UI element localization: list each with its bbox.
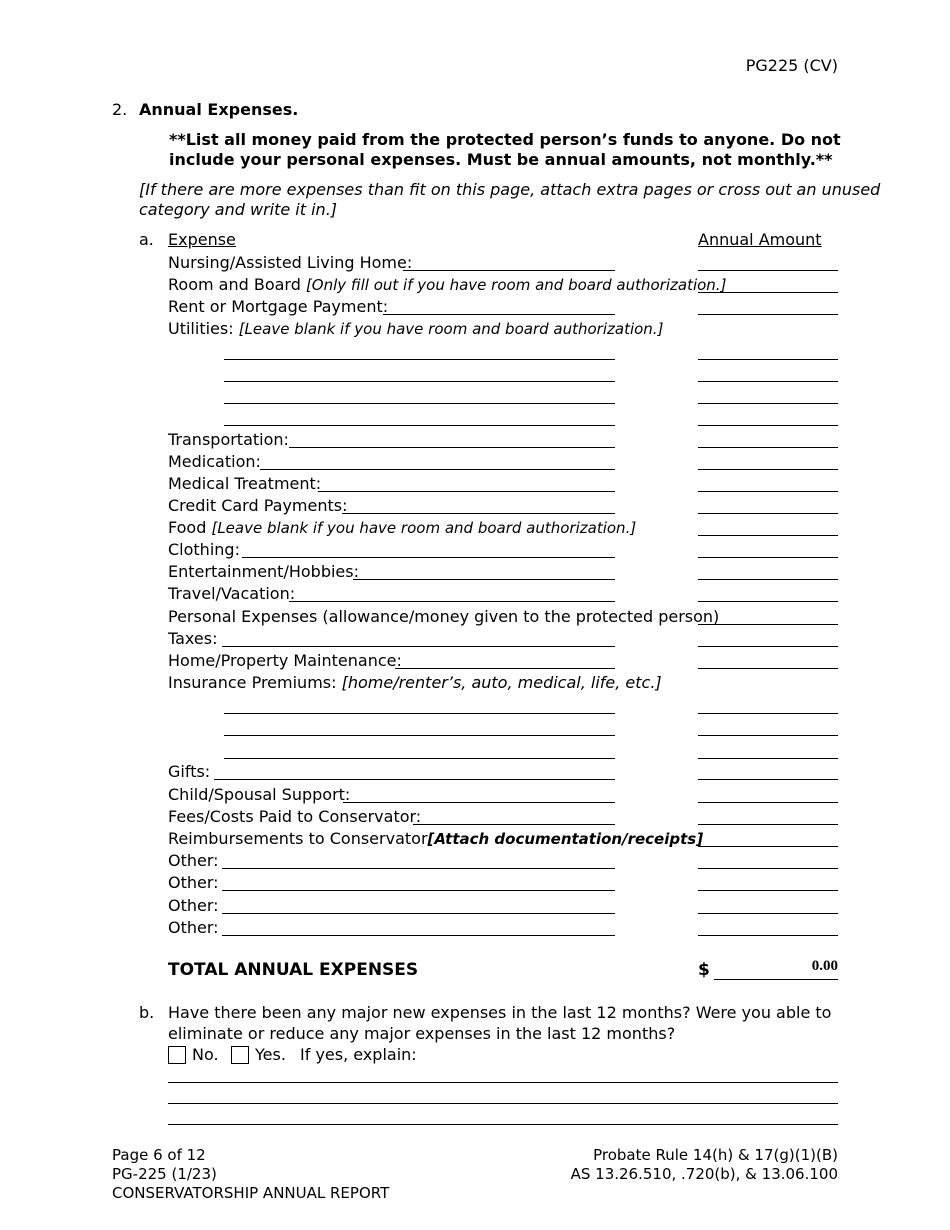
insurance-line-2[interactable]: [224, 735, 615, 736]
expense-utilities-note: [Leave blank if you have room and board authorization.]: [238, 320, 664, 338]
yes-label: Yes.: [255, 1045, 286, 1064]
col-expense-header: Expense: [168, 230, 236, 249]
expense-food: [168, 517, 636, 539]
expense-food-label: Food: [168, 518, 207, 537]
expense-credit-card-label: Credit Card Payments:: [168, 496, 348, 515]
credit-card-desc-line[interactable]: [342, 513, 615, 514]
expense-taxes-label: Taxes:: [168, 629, 218, 648]
other-1-amount-line[interactable]: [698, 868, 838, 869]
instruction-italic-1: [If there are more expenses than fit on this page, attach extra pages or cross out an unused: [139, 180, 881, 199]
expense-room-board: [168, 274, 726, 296]
insurance-line-3[interactable]: [224, 758, 615, 759]
nursing-desc-line[interactable]: [403, 270, 615, 271]
footer-form: PG-225 (1/23): [112, 1165, 217, 1183]
expense-home-maintenance-label: Home/Property Maintenance:: [168, 651, 402, 670]
other-2-amount-line[interactable]: [698, 890, 838, 891]
clothing-amount-line[interactable]: [698, 557, 838, 558]
transportation-desc-line[interactable]: [289, 447, 615, 448]
yes-checkbox[interactable]: [231, 1046, 249, 1064]
expense-entertainment: [168, 561, 359, 583]
expense-travel-label: Travel/Vacation:: [168, 584, 296, 603]
col-amount-header: Annual Amount: [698, 230, 822, 249]
food-amount-line[interactable]: [698, 535, 838, 536]
other-1-desc-line[interactable]: [222, 868, 615, 869]
expense-other-4-label: Other:: [168, 918, 219, 937]
home-maintenance-amount-line[interactable]: [698, 668, 838, 669]
expense-clothing: [168, 539, 240, 561]
taxes-amount-line[interactable]: [698, 646, 838, 647]
expense-fees-label: Fees/Costs Paid to Conservator:: [168, 807, 422, 826]
explain-line-1[interactable]: [168, 1082, 838, 1083]
total-value[interactable]: 0.00: [811, 958, 838, 974]
section-number: 2.: [112, 100, 128, 119]
gifts-amount-line[interactable]: [698, 779, 838, 780]
expense-transportation-label: Transportation:: [168, 430, 289, 449]
taxes-desc-line[interactable]: [222, 646, 615, 647]
expense-clothing-label: Clothing:: [168, 540, 240, 559]
expense-other-4: [168, 917, 219, 939]
expense-other-2: [168, 872, 219, 894]
expense-room-board-label: Room and Board: [168, 275, 301, 294]
fees-desc-line[interactable]: [413, 824, 615, 825]
form-code: PG225 (CV): [745, 56, 838, 75]
part-b-letter: b.: [139, 1003, 155, 1022]
credit-card-amount-line[interactable]: [698, 513, 838, 514]
utility-line-1[interactable]: [224, 359, 615, 360]
medical-treatment-desc-line[interactable]: [318, 491, 615, 492]
expense-utilities-label: Utilities:: [168, 319, 234, 338]
transportation-amount-line[interactable]: [698, 447, 838, 448]
expense-other-2-label: Other:: [168, 873, 219, 892]
total-label: TOTAL ANNUAL EXPENSES: [168, 960, 419, 980]
entertainment-amount-line[interactable]: [698, 579, 838, 580]
footer-page: Page 6 of 12: [112, 1146, 206, 1164]
part-b-question-2: eliminate or reduce any major expenses in the last 12 months?: [168, 1024, 676, 1043]
no-checkbox[interactable]: [168, 1046, 186, 1064]
clothing-desc-line[interactable]: [242, 557, 615, 558]
utility-amount-2[interactable]: [698, 381, 838, 382]
expense-insurance: [168, 672, 662, 694]
expense-child-support: [168, 784, 350, 806]
travel-desc-line[interactable]: [289, 601, 615, 602]
reimbursements-amount-line[interactable]: [698, 846, 838, 847]
expense-reimbursements: [168, 828, 703, 850]
insurance-line-1[interactable]: [224, 713, 615, 714]
other-3-desc-line[interactable]: [222, 913, 615, 914]
expense-medication-label: Medication:: [168, 452, 261, 471]
expense-medication: [168, 451, 261, 473]
expense-gifts-label: Gifts:: [168, 762, 211, 781]
expense-credit-card: [168, 495, 348, 517]
section-title: Annual Expenses.: [139, 100, 299, 119]
other-2-desc-line[interactable]: [222, 890, 615, 891]
child-support-desc-line[interactable]: [343, 802, 615, 803]
expense-child-support-label: Child/Spousal Support:: [168, 785, 351, 804]
entertainment-desc-line[interactable]: [353, 579, 615, 580]
utility-amount-1[interactable]: [698, 359, 838, 360]
expense-entertainment-label: Entertainment/Hobbies:: [168, 562, 359, 581]
footer-rule-2: AS 13.26.510, .720(b), & 13.06.100: [570, 1165, 838, 1183]
utility-amount-4[interactable]: [698, 425, 838, 426]
other-4-desc-line[interactable]: [222, 935, 615, 936]
medical-treatment-amount-line[interactable]: [698, 491, 838, 492]
other-4-amount-line[interactable]: [698, 935, 838, 936]
child-support-amount-line[interactable]: [698, 802, 838, 803]
expense-fees: [168, 806, 421, 828]
expense-transportation: [168, 429, 289, 451]
utility-line-2[interactable]: [224, 381, 615, 382]
nursing-amount-line[interactable]: [698, 270, 838, 271]
no-label: No.: [192, 1045, 219, 1064]
instruction-bold-1: **List all money paid from the protected person’s funds to anyone. Do not: [169, 130, 841, 149]
expense-reimbursements-label: Reimbursements to Conservator: [168, 829, 428, 848]
expense-utilities: [168, 318, 663, 340]
expense-food-note: [Leave blank if you have room and board authorization.]: [211, 519, 637, 537]
expense-travel: [168, 583, 295, 605]
medication-amount-line[interactable]: [698, 469, 838, 470]
expense-nursing-label: Nursing/Assisted Living Home:: [168, 253, 413, 272]
insurance-amount-2[interactable]: [698, 735, 838, 736]
explain-line-2[interactable]: [168, 1103, 838, 1104]
utility-line-4[interactable]: [224, 425, 615, 426]
travel-amount-line[interactable]: [698, 601, 838, 602]
expense-insurance-note: [home/renter’s, auto, medical, life, etc.]: [341, 673, 662, 692]
fees-amount-line[interactable]: [698, 824, 838, 825]
rent-amount-line[interactable]: [698, 314, 838, 315]
expense-other-1-label: Other:: [168, 851, 219, 870]
insurance-amount-1[interactable]: [698, 713, 838, 714]
footer-rule-1: Probate Rule 14(h) & 17(g)(1)(B): [593, 1146, 838, 1164]
utility-line-3[interactable]: [224, 403, 615, 404]
expense-other-3: [168, 895, 219, 917]
expense-personal-label: Personal Expenses (allowance/money given to the protected person): [168, 607, 720, 626]
room-board-amount-line[interactable]: [698, 292, 838, 293]
part-a-letter: a.: [139, 230, 154, 249]
utility-amount-3[interactable]: [698, 403, 838, 404]
expense-gifts: [168, 761, 210, 783]
expense-reimbursements-note: [Attach documentation/receipts]: [427, 830, 704, 848]
instruction-bold-2: include your personal expenses. Must be annual amounts, not monthly.**: [169, 150, 833, 169]
expense-rent-label: Rent or Mortgage Payment:: [168, 297, 389, 316]
expense-personal: [168, 606, 719, 628]
gifts-desc-line[interactable]: [214, 779, 615, 780]
total-currency: $: [698, 960, 710, 980]
expense-medical-treatment: [168, 473, 321, 495]
explain-label: If yes, explain:: [300, 1045, 417, 1064]
home-maintenance-desc-line[interactable]: [395, 668, 615, 669]
expense-room-board-note: [Only fill out if you have room and board authorization.]: [305, 276, 727, 294]
expense-home-maintenance: [168, 650, 402, 672]
expense-insurance-label: Insurance Premiums:: [168, 673, 337, 692]
expense-taxes: [168, 628, 217, 650]
footer-title: CONSERVATORSHIP ANNUAL REPORT: [112, 1184, 390, 1202]
expense-other-3-label: Other:: [168, 896, 219, 915]
expense-medical-treatment-label: Medical Treatment:: [168, 474, 322, 493]
personal-amount-line[interactable]: [698, 624, 838, 625]
insurance-amount-3[interactable]: [698, 758, 838, 759]
total-amount-line: [714, 979, 838, 980]
medication-desc-line[interactable]: [260, 469, 615, 470]
rent-desc-line[interactable]: [383, 314, 615, 315]
expense-other-1: [168, 850, 219, 872]
part-b-question-1: Have there been any major new expenses in the last 12 months? Were you able to: [168, 1003, 832, 1022]
instruction-italic-2: category and write it in.]: [139, 200, 338, 219]
explain-line-3[interactable]: [168, 1124, 838, 1125]
expense-nursing: [168, 252, 412, 274]
other-3-amount-line[interactable]: [698, 913, 838, 914]
expense-rent: [168, 296, 388, 318]
